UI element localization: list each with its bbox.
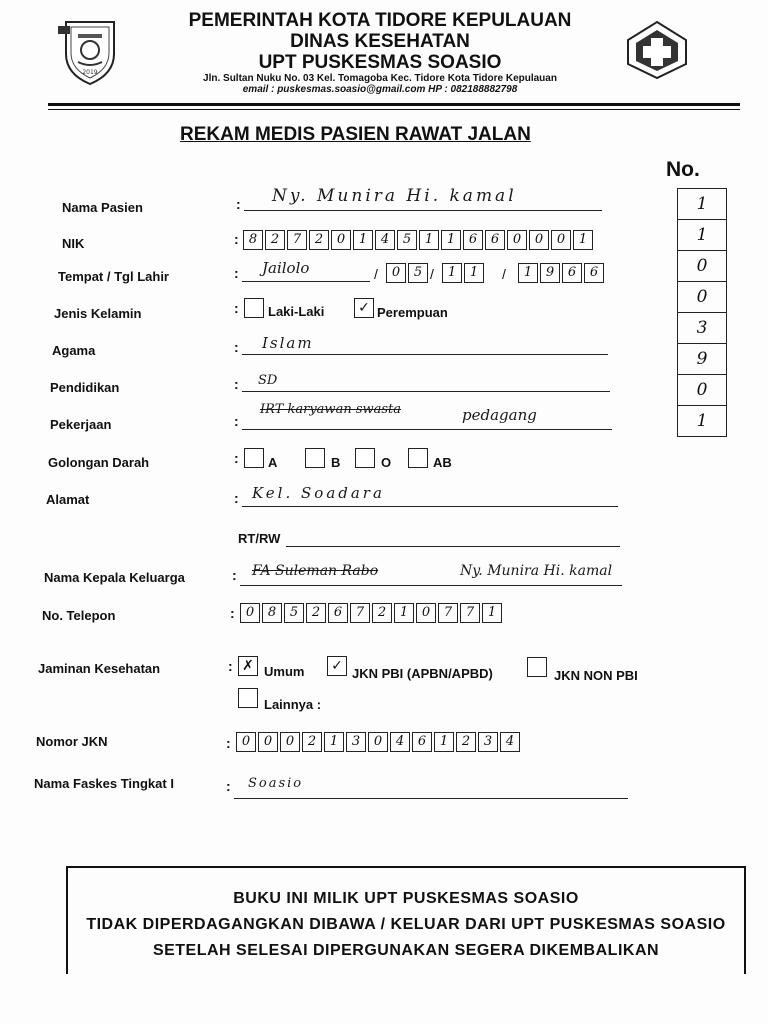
label-nama-pasien: Nama Pasien <box>62 200 143 215</box>
record-number-digit: 3 <box>678 313 726 344</box>
colon: : <box>234 231 239 247</box>
colon: : <box>226 778 231 794</box>
nik-boxes[interactable] <box>243 230 595 250</box>
jkn-pbi-checkbox[interactable]: ✓ <box>327 656 347 676</box>
record-number-label: No. <box>666 158 700 181</box>
record-number-digit: 1 <box>696 411 708 431</box>
ownership-notice <box>66 866 746 974</box>
header-divider-thick <box>48 103 740 106</box>
telepon-digit-box[interactable]: 2 <box>306 603 326 623</box>
jkn-digit-box[interactable]: 0 <box>236 732 256 752</box>
colon: : <box>234 490 239 506</box>
tempat-lahir-value[interactable]: Jailolo <box>262 259 310 277</box>
telepon-digit-box[interactable]: 7 <box>460 603 480 623</box>
pendidikan-value[interactable]: SD <box>258 373 278 388</box>
header-contact: email : puskesmas.soasio@gmail.com HP : 082188882798 <box>242 84 518 95</box>
pendidikan-line <box>242 391 610 392</box>
blood-a-checkbox[interactable] <box>244 448 264 468</box>
nik-digit-box[interactable]: 0 <box>507 230 527 250</box>
blood-ab-checkbox[interactable] <box>408 448 428 468</box>
telepon-digit-box[interactable]: 7 <box>350 603 370 623</box>
male-checkbox[interactable] <box>244 298 264 318</box>
telepon-digit-box[interactable]: 5 <box>284 603 304 623</box>
record-number-digit: 0 <box>678 375 726 406</box>
colon: : <box>234 300 239 316</box>
jkn-digit-box[interactable]: 2 <box>302 732 322 752</box>
jkn-digit-box[interactable]: 2 <box>456 732 476 752</box>
bln-digit-box[interactable]: 1 <box>464 263 484 283</box>
header-department: DINAS KESEHATAN <box>290 31 470 52</box>
colon: : <box>226 735 231 751</box>
faskes-line <box>234 798 628 799</box>
nik-digit-box[interactable]: 1 <box>419 230 439 250</box>
header-address: Jln. Sultan Nuku No. 03 Kel. Tomagoba Kec. Tidore Kota Tidore Kepulauan <box>203 73 557 84</box>
record-number-digit: 1 <box>678 189 726 220</box>
jkn-digit-box[interactable]: 3 <box>478 732 498 752</box>
label-nomor-jkn: Nomor JKN <box>36 734 108 749</box>
colon: : <box>234 265 239 281</box>
female-checkbox[interactable]: ✓ <box>354 298 374 318</box>
jkn-digit-box[interactable]: 0 <box>258 732 278 752</box>
faskes-value[interactable]: Soasio <box>248 776 304 791</box>
lainnya-checkbox[interactable] <box>238 688 258 708</box>
tempat-lahir-line <box>242 281 370 282</box>
label-faskes: Nama Faskes Tingkat I <box>34 776 174 791</box>
bln-boxes[interactable] <box>442 263 486 283</box>
label-pendidikan: Pendidikan <box>50 380 120 395</box>
label-jaminan: Jaminan Kesehatan <box>38 661 161 676</box>
svg-text:2019: 2019 <box>82 69 98 76</box>
notice-line-1: BUKU INI MILIK UPT PUSKESMAS SOASIO <box>233 890 579 907</box>
thn-digit-box[interactable]: 6 <box>562 263 582 283</box>
slash: / <box>502 266 506 282</box>
jkn-digit-box[interactable]: 3 <box>346 732 366 752</box>
record-number-column <box>677 188 727 437</box>
telepon-digit-box[interactable]: 2 <box>372 603 392 623</box>
nama-pasien-value[interactable]: Ny. Munira Hi. kamal <box>272 186 517 206</box>
jkn-non-pbi-checkbox[interactable] <box>527 657 547 677</box>
header-divider-thin <box>48 109 740 110</box>
telepon-digit-box[interactable]: 8 <box>262 603 282 623</box>
record-number-digit: 0 <box>678 282 726 313</box>
label-pekerjaan: Pekerjaan <box>50 417 112 432</box>
jkn-digit-box[interactable]: 4 <box>390 732 410 752</box>
jkn-digit-box[interactable]: 6 <box>412 732 432 752</box>
pekerjaan-struck-value: IRT karyawan swasta <box>260 402 402 417</box>
telepon-digit-box[interactable]: 0 <box>416 603 436 623</box>
colon: : <box>236 196 241 212</box>
jkn-digit-box[interactable]: 4 <box>500 732 520 752</box>
label-alamat: Alamat <box>46 492 90 507</box>
umum-label: Umum <box>264 664 305 679</box>
kepala-keluarga-struck-value: FA Suleman Rabo <box>252 563 379 579</box>
nik-digit-box[interactable]: 6 <box>463 230 483 250</box>
nik-digit-box[interactable]: 0 <box>551 230 571 250</box>
nik-digit-box[interactable]: 1 <box>353 230 373 250</box>
blood-o-label: O <box>381 455 392 470</box>
page-title: REKAM MEDIS PASIEN RAWAT JALAN <box>180 124 531 145</box>
agama-line <box>242 354 608 355</box>
blood-o-checkbox[interactable] <box>355 448 375 468</box>
tgl-digit-box[interactable]: 5 <box>408 263 428 283</box>
nik-digit-box[interactable]: 7 <box>287 230 307 250</box>
notice-line-2: TIDAK DIPERDAGANGKAN DIBAWA / KELUAR DARI UPT PUSKESMAS SOASIO <box>86 916 726 933</box>
thn-digit-box[interactable]: 6 <box>584 263 604 283</box>
lainnya-label: Lainnya : <box>264 697 322 712</box>
jkn-digit-box[interactable]: 0 <box>368 732 388 752</box>
header-puskesmas: UPT PUSKESMAS SOASIO <box>258 52 502 73</box>
pekerjaan-line <box>242 429 612 430</box>
thn-digit-box[interactable]: 9 <box>540 263 560 283</box>
notice-line-3: SETELAH SELESAI DIPERGUNAKAN SEGERA DIKEMBALIKAN <box>152 942 660 959</box>
alamat-value[interactable]: Kel. Soadara <box>252 484 385 502</box>
kepala-keluarga-line <box>240 585 622 586</box>
nomor-jkn-boxes[interactable] <box>236 732 522 752</box>
nik-digit-box[interactable]: 2 <box>265 230 285 250</box>
colon: : <box>234 413 239 429</box>
label-golongan-darah: Golongan Darah <box>48 455 150 470</box>
tgl-boxes[interactable] <box>386 263 430 283</box>
colon: : <box>234 376 239 392</box>
agama-value[interactable]: Islam <box>262 334 314 352</box>
kepala-keluarga-value[interactable]: Ny. Munira Hi. kamal <box>460 563 613 579</box>
blood-b-label: B <box>331 455 341 470</box>
nik-digit-box[interactable]: 0 <box>529 230 549 250</box>
telepon-digit-box[interactable]: 1 <box>482 603 502 623</box>
tgl-digit-box[interactable]: 0 <box>386 263 406 283</box>
telepon-boxes[interactable] <box>240 603 504 623</box>
header-government: PEMERINTAH KOTA TIDORE KEPULAUAN <box>188 10 572 31</box>
label-kepala-keluarga: Nama Kepala Keluarga <box>44 570 185 585</box>
bln-digit-box[interactable]: 1 <box>442 263 462 283</box>
rtrw-line <box>286 546 620 547</box>
nik-digit-box[interactable]: 1 <box>441 230 461 250</box>
label-rtrw: RT/RW <box>238 531 281 546</box>
record-number-digit: 1 <box>678 220 726 251</box>
nik-digit-box[interactable]: 8 <box>243 230 263 250</box>
puskesmas-logo <box>626 20 688 80</box>
slash: / <box>374 266 378 282</box>
blood-a-label: A <box>268 455 278 470</box>
telepon-digit-box[interactable]: 7 <box>438 603 458 623</box>
colon: : <box>228 658 233 674</box>
nik-digit-box[interactable]: 1 <box>573 230 593 250</box>
record-number-digit: 9 <box>678 344 726 375</box>
jkn-non-pbi-label: JKN NON PBI <box>554 668 638 683</box>
blood-b-checkbox[interactable] <box>305 448 325 468</box>
blood-ab-label: AB <box>433 455 452 470</box>
thn-boxes[interactable] <box>518 263 606 283</box>
jkn-digit-box[interactable]: 1 <box>324 732 344 752</box>
nik-digit-box[interactable]: 2 <box>309 230 329 250</box>
thn-digit-box[interactable]: 1 <box>518 263 538 283</box>
slash: / <box>430 266 434 282</box>
jkn-digit-box[interactable]: 0 <box>280 732 300 752</box>
umum-checkbox[interactable]: ✗ <box>238 656 258 676</box>
alamat-line <box>242 506 618 507</box>
colon: : <box>232 567 237 583</box>
jkn-pbi-label: JKN PBI (APBN/APBD) <box>352 666 493 681</box>
jkn-digit-box[interactable]: 1 <box>434 732 454 752</box>
nik-digit-box[interactable]: 4 <box>375 230 395 250</box>
male-label: Laki-Laki <box>268 304 325 319</box>
label-ttl: Tempat / Tgl Lahir <box>58 269 169 284</box>
colon: : <box>234 339 239 355</box>
nik-digit-box[interactable]: 0 <box>331 230 351 250</box>
telepon-digit-box[interactable]: 1 <box>394 603 414 623</box>
record-number-digit: 0 <box>678 251 726 282</box>
label-telepon: No. Telepon <box>42 608 116 623</box>
nama-pasien-line <box>244 210 602 211</box>
label-jenis-kelamin: Jenis Kelamin <box>54 306 142 321</box>
telepon-digit-box[interactable]: 0 <box>240 603 260 623</box>
colon: : <box>234 450 239 466</box>
female-label: Perempuan <box>377 305 448 320</box>
label-agama: Agama <box>52 343 96 358</box>
pekerjaan-value[interactable]: pedagang <box>462 406 537 424</box>
label-nik: NIK <box>62 236 85 251</box>
colon: : <box>230 605 235 621</box>
nik-digit-box[interactable]: 5 <box>397 230 417 250</box>
telepon-digit-box[interactable]: 6 <box>328 603 348 623</box>
nik-digit-box[interactable]: 6 <box>485 230 505 250</box>
city-crest-logo <box>58 16 122 86</box>
